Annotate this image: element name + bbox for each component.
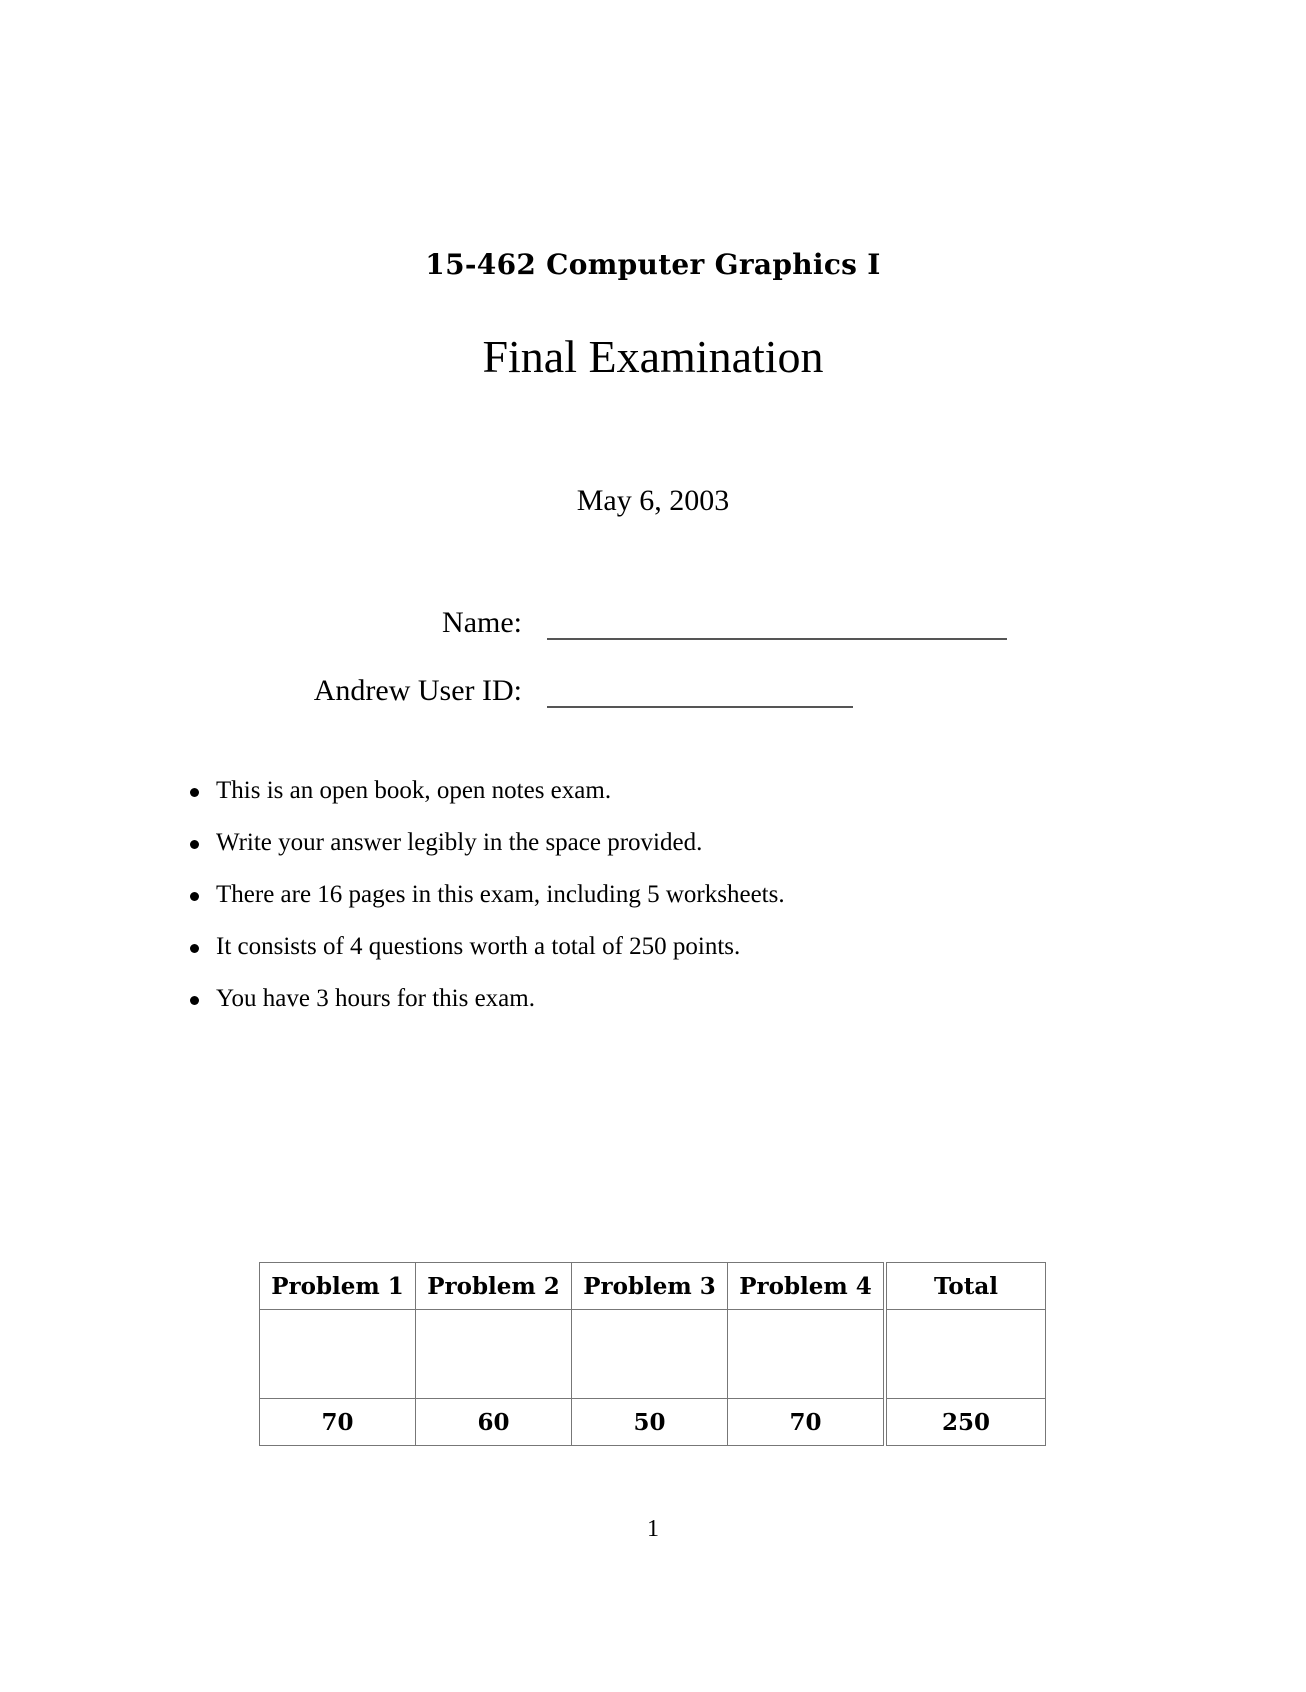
instruction-text: It consists of 4 questions worth a total of 250 points. [216, 933, 741, 960]
score-entry-row [260, 1310, 1046, 1399]
points-problem-2: 60 [416, 1399, 572, 1446]
score-header-row [260, 1263, 1046, 1310]
instruction-item [186, 776, 1086, 828]
instruction-text: Write your answer legibly in the space provided. [216, 829, 703, 856]
bullet-icon [190, 892, 199, 901]
instruction-item [186, 880, 1086, 932]
page-number: 1 [647, 1516, 659, 1542]
score-cell-problem-1[interactable] [260, 1310, 416, 1399]
userid-blank-line[interactable] [547, 706, 853, 708]
header-problem-1: Problem 1 [260, 1263, 416, 1310]
header-problem-4: Problem 4 [728, 1263, 886, 1310]
score-cell-problem-4[interactable] [728, 1310, 886, 1399]
instruction-text: This is an open book, open notes exam. [216, 777, 612, 804]
points-problem-1: 70 [260, 1399, 416, 1446]
instruction-text: There are 16 pages in this exam, including 5 worksheets. [216, 881, 785, 908]
bullet-icon [190, 944, 199, 953]
instructions-list [186, 776, 1086, 1036]
userid-field-row [0, 674, 522, 714]
points-total: 250 [885, 1399, 1046, 1446]
header-problem-3: Problem 3 [572, 1263, 728, 1310]
name-field-row [0, 606, 522, 646]
exam-date: May 6, 2003 [576, 484, 730, 517]
exam-title: Final Examination [482, 331, 824, 382]
instruction-text: You have 3 hours for this exam. [216, 985, 535, 1012]
points-problem-3: 50 [572, 1399, 728, 1446]
instruction-item [186, 984, 1086, 1036]
bullet-icon [190, 996, 199, 1005]
name-blank-line[interactable] [547, 638, 1007, 640]
course-title: 15-462 Computer Graphics I [425, 248, 881, 281]
score-table [259, 1262, 1046, 1446]
instruction-item [186, 828, 1086, 880]
score-cell-problem-2[interactable] [416, 1310, 572, 1399]
score-cell-problem-3[interactable] [572, 1310, 728, 1399]
bullet-icon [190, 788, 199, 797]
points-row [260, 1399, 1046, 1446]
header-total: Total [885, 1263, 1046, 1310]
instruction-item [186, 932, 1086, 984]
header-problem-2: Problem 2 [416, 1263, 572, 1310]
name-label: Name: [442, 606, 522, 639]
points-problem-4: 70 [728, 1399, 886, 1446]
bullet-icon [190, 840, 199, 849]
score-cell-total[interactable] [885, 1310, 1046, 1399]
userid-label: Andrew User ID: [313, 674, 522, 707]
